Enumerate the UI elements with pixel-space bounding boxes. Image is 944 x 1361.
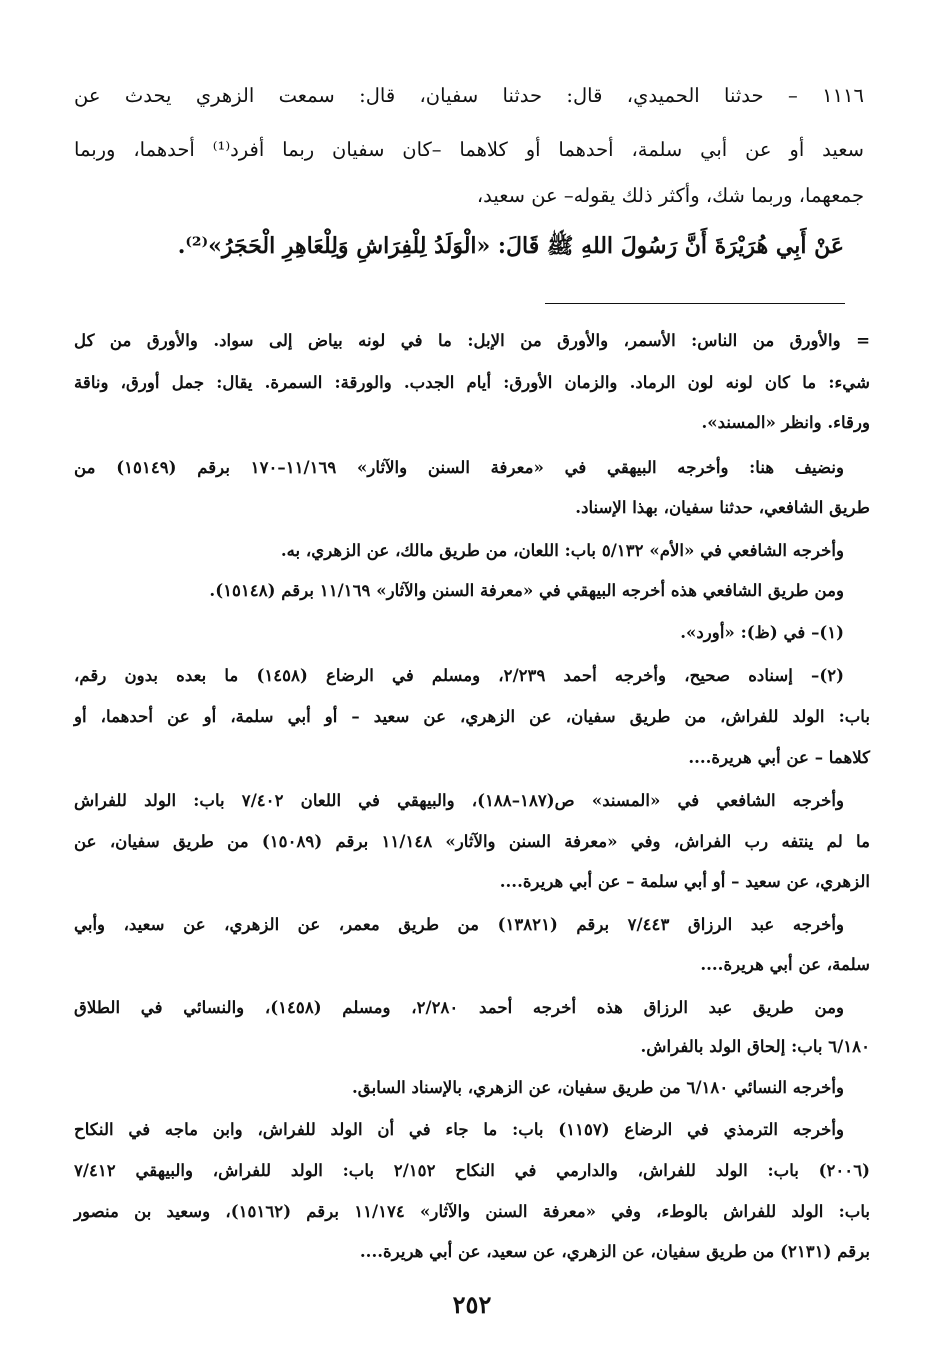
- footnote-line: ونضيف هنا: وأخرجه البيهقي في «معرفة السنن والآثار» ١١/١٦٩–١٧٠ برقم (١٥١٤٩) من: [74, 457, 845, 477]
- footnote-line: وأخرجه الشافعي في «المسند» ص(١٨٧–١٨٨)، والبيهقي في اللعان ٧/٤٠٢ باب: الولد للفراش: [74, 790, 844, 810]
- footnote-line: ومن طريق عبد الرزاق هذه أخرجه أحمد ٢/٢٨٠، ومسلم (١٤٥٨)، والنسائي في الطلاق: [74, 997, 844, 1017]
- footnote-line: = والأورق من الناس: الأسمر، والأورق من الإبل: ما في لونه بياض إلى سواد. والأورق من كل: [74, 330, 870, 350]
- footnote-line: كلاهما – عن أبي هريرة....: [688, 747, 870, 767]
- page-number: ٢٥٢: [452, 1290, 492, 1319]
- footnote-line: باب: الولد للفراش بالوطء، وفي «معرفة السنن والآثار» ١١/١٧٤ برقم (١٥١٦٢)، وسعيد بن منصور: [74, 1201, 870, 1221]
- footnote-line: وأخرجه النسائي ٦/١٨٠ من طريق سفيان، عن الزهري، بالإسناد السابق.: [352, 1077, 844, 1097]
- footnote-line: وأخرجه عبد الرزاق ٧/٤٤٣ برقم (١٣٨٢١) من طريق معمر، عن الزهري، عن سعيد، وأبي: [74, 914, 845, 934]
- footnote-line: باب: الولد للفراش، من طريق سفيان، عن الزهري، عن سعيد – أو أبي سلمة، أو عن أحدهما، أو: [74, 706, 870, 726]
- footnote-line: (٢)– إسناده صحيح، وأخرجه أحمد ٢/٢٣٩، ومسلم في الرضاع (١٤٥٨) ما بعده بدون رقم،: [74, 665, 844, 685]
- footnote-line: ورقاء. وانظر «المسند».: [701, 412, 870, 432]
- footnote-line: وأخرجه الشافعي في «الأم» ٥/١٣٢ باب: اللعان، من طريق مالك، عن الزهري، به.: [280, 540, 844, 560]
- footnote-line: برقم (٢١٣١) من طريق سفيان، عن الزهري، عن سعيد، عن أبي هريرة....: [359, 1241, 870, 1261]
- footnote-line: طريق الشافعي، حدثنا سفيان، بهذا الإسناد.: [575, 497, 870, 517]
- hadith-text: عَنْ أَبِي هُرَيْرَةَ أَنَّ رَسُولَ اللهِ ﷺ قَالَ: «الْوَلَدُ لِلْفِرَاشِ وَلِلْعَاهِرِ الْحَجَرُ»⁽²⁾.: [177, 233, 844, 259]
- main-text-line-3: جمعهما، وربما شك، وأكثر ذلك يقوله– عن سعيد،: [476, 184, 864, 207]
- footnote-line: ومن طريق الشافعي هذه أخرجه البيهقي في «معرفة السنن والآثار» ١١/١٦٩ برقم (١٥١٤٨).: [209, 580, 844, 600]
- footnote-line: ما لم ينتفه رب الفراش، وفي «معرفة السنن والآثار» ١١/١٤٨ برقم (١٥٠٨٩) من طريق سفيان، عن: [74, 831, 870, 851]
- footnote-line: (٢٠٠٦) باب: الولد للفراش، والدارمي في النكاح ٢/١٥٢ باب: الولد للفراش، والبيهقي ٧/٤١٢: [74, 1160, 870, 1180]
- footnote-line: ٦/١٨٠ باب: إلحاق الولد بالفراش.: [640, 1036, 870, 1056]
- footnote-separator: [545, 303, 845, 304]
- main-text-line-1: ١١١٦ – حدثنا الحميدي، قال: حدثنا سفيان، قال: سمعت الزهري يحدث عن: [74, 84, 864, 107]
- footnote-line: (١)– في (ظ): «أورد».: [680, 622, 844, 642]
- footnote-line: شيء: ما كان لونه لون الرماد. والزمان الأورق: أيام الجدب. والورقة: السمرة. يقال: جمل أورق، وناقة: [74, 372, 870, 392]
- main-text-line-2: سعيد أو عن أبي سلمة، أحدهما أو كلاهما –كان سفيان ربما أفرد⁽¹⁾ أحدهما، وربما: [74, 138, 864, 161]
- footnote-line: وأخرجه الترمذي في الرضاع (١١٥٧) باب: ما جاء في أن الولد للفراش، وابن ماجه في النكاح: [74, 1119, 845, 1139]
- footnote-line: الزهري، عن سعيد – أو أبي سلمة – عن أبي هريرة....: [499, 871, 870, 891]
- footnote-line: سلمة، عن أبي هريرة....: [700, 954, 870, 974]
